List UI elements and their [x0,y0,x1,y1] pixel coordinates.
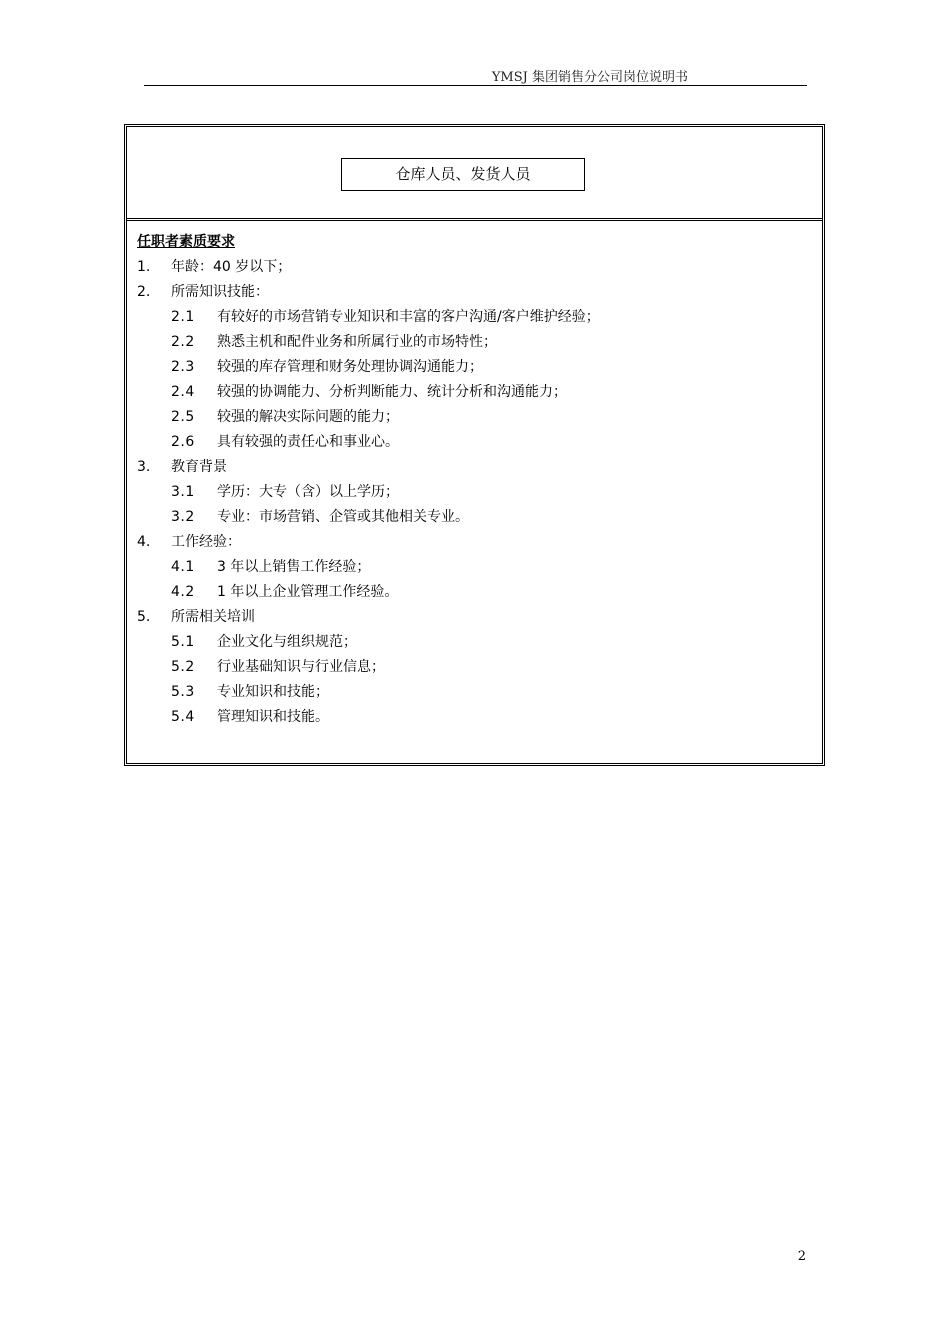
sub-item-text: 熟悉主机和配件业务和所属行业的市场特性； [217,334,497,350]
sub-item-text: 企业文化与组织规范； [217,634,357,650]
list-item [137,455,816,480]
sub-item-text: 3 年以上销售工作经验； [217,559,371,575]
list-item [137,280,816,305]
document-header-title: YMSJ 集团销售分公司岗位说明书 [491,70,688,85]
sub-item-number: 5.1 [171,634,195,650]
sub-list-item [137,380,816,405]
sub-list-item [137,305,816,330]
list-item-text: 年龄：40 岁以下； [171,259,292,275]
sub-item-number: 2.2 [171,334,195,350]
sub-list-item [137,705,816,730]
sub-list-item [137,580,816,605]
sub-item-number: 4.2 [171,584,195,600]
title-cell [127,127,822,221]
sub-list-item [137,630,816,655]
sub-item-text: 有较好的市场营销专业知识和丰富的客户沟通/客户维护经验； [217,309,600,325]
sub-item-number: 3.1 [171,484,195,500]
requirements-list [137,255,816,730]
list-item-text: 工作经验： [171,534,241,550]
sub-item-number: 2.6 [171,434,195,450]
sub-list-item [137,505,816,530]
requirements-section [137,230,816,730]
sub-list-item [137,655,816,680]
list-item-text: 所需知识技能： [171,284,269,300]
list-item-number: 4. [137,534,151,550]
sub-item-number: 5.3 [171,684,195,700]
sub-item-text: 具有较强的责任心和事业心。 [217,434,399,450]
sub-item-text: 较强的协调能力、分析判断能力、统计分析和沟通能力； [217,384,567,400]
sub-item-number: 4.1 [171,559,195,575]
list-item [137,605,816,630]
sub-list-item [137,430,816,455]
sub-item-number: 2.4 [171,384,195,400]
sub-item-text: 1 年以上企业管理工作经验。 [217,584,399,600]
list-item [137,255,816,280]
job-title-box: 仓库人员、发货人员 [341,158,585,191]
sub-item-number: 2.3 [171,359,195,375]
sub-list-item [137,480,816,505]
sub-item-text: 较强的库存管理和财务处理协调沟通能力； [217,359,483,375]
sub-list-item [137,555,816,580]
sub-item-text: 管理知识和技能。 [217,709,329,725]
sub-item-text: 专业知识和技能； [217,684,329,700]
sub-list-item [137,680,816,705]
list-item-number: 3. [137,459,151,475]
sub-item-text: 专业：市场营销、企管或其他相关专业。 [217,509,469,525]
sub-item-text: 较强的解决实际问题的能力； [217,409,399,425]
sub-item-number: 5.2 [171,659,195,675]
list-item-number: 1. [137,259,151,275]
list-item-text: 所需相关培训 [171,609,255,625]
list-item-number: 5. [137,609,151,625]
sub-item-number: 2.5 [171,409,195,425]
list-item-number: 2. [137,284,151,300]
sub-list-item [137,355,816,380]
sub-item-number: 2.1 [171,309,195,325]
sub-list-item [137,405,816,430]
sub-item-text: 学历：大专（含）以上学历； [217,484,399,500]
job-spec-table [124,124,825,766]
sub-item-number: 3.2 [171,509,195,525]
header-rule [144,85,807,86]
sub-list-item [137,330,816,355]
page-number: 2 [797,1249,806,1264]
sub-item-text: 行业基础知识与行业信息； [217,659,385,675]
section-heading: 任职者素质要求 [137,234,235,250]
list-item-text: 教育背景 [171,459,227,475]
sub-item-number: 5.4 [171,709,195,725]
list-item [137,530,816,555]
